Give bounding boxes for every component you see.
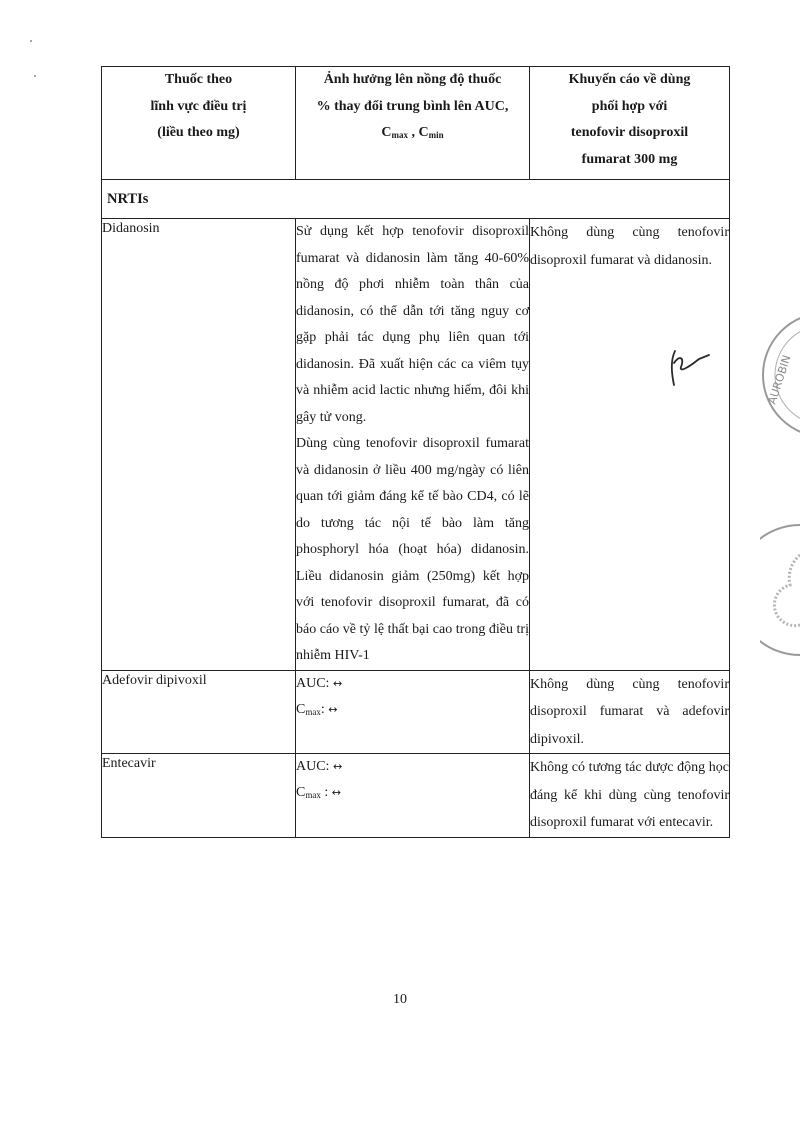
- scan-speck: [30, 40, 32, 42]
- no-change-arrow-icon: ↔: [328, 702, 338, 716]
- svg-text:AUROBIN: AUROBIN: [765, 353, 794, 406]
- recommendation-text: Không dùng cùng tenofovir disoproxil fumarat và didanosin.: [530, 219, 730, 671]
- company-stamp: [755, 305, 800, 445]
- table-row: [102, 670, 730, 754]
- recommendation-text: Không có tương tác dược động học đáng kể khi dùng cùng tenofovir disoproxil fumarat với entecavir.: [530, 754, 730, 838]
- scan-speck: [34, 75, 36, 77]
- no-change-arrow-icon: ↔: [332, 676, 343, 690]
- effect-values: AUC: ↔ $C_{max}$ : ↔: [296, 754, 530, 838]
- drug-interaction-table: [101, 66, 730, 838]
- table-row: [102, 754, 730, 838]
- round-seal: [760, 515, 800, 665]
- handwritten-signature: [665, 345, 715, 395]
- page-number: 10: [393, 992, 407, 1007]
- no-change-arrow-icon: ↔: [332, 760, 343, 773]
- header-recommendation: Khuyến cáo về dùng phối hợp với tenofovir disoproxil fumarat 300 mg: [530, 67, 730, 180]
- table-header-row: [102, 67, 730, 180]
- effect-values: AUC: ↔ $C_{max}$: ↔: [296, 670, 530, 754]
- header-drug-class: Thuốc theo lĩnh vực điều trị (liều theo mg): [102, 67, 296, 180]
- effect-text: Sử dụng kết hợp tenofovir disoproxil fumarat và didanosin làm tăng 40-60% nồng độ phơi nhiễm toàn thân của didanosin, có thể dẫn tới tăng nguy cơ gặp phải tác dụng phụ liên quan tới didanosin. Đã xuất hiện các ca viêm tụy và nhiễm acid lactic nhưng hiếm, đôi khi gây tử vong. Dùng cùng tenofovir disoproxil fumarat và didanosin ở liều 400 mg/ngày có liên quan tới giảm đáng kể tế bào CD4, có lẽ do tương tác nội tế bào làm tăng phosphoryl hóa (hoạt hóa) didanosin. Liều didanosin giảm (250mg) kết hợp với tenofovir disoproxil fumarat, đã có báo cáo về tỷ lệ thất bại cao trong điều trị nhiễm HIV-1: [296, 219, 530, 671]
- drug-name: Adefovir dipivoxil: [102, 670, 296, 754]
- drug-name: Didanosin: [102, 219, 296, 671]
- header-effect-on-concentration: Ảnh hưởng lên nồng độ thuốc % thay đổi trung bình lên AUC, $C_{max}$ , $C_{min}$: [296, 67, 530, 180]
- no-change-arrow-icon: ↔: [331, 786, 341, 799]
- section-row-nrtis: [102, 180, 730, 219]
- section-label: NRTIs: [102, 180, 730, 219]
- recommendation-text: Không dùng cùng tenofovir disoproxil fumarat và adefovir dipivoxil.: [530, 670, 730, 754]
- drug-name: Entecavir: [102, 754, 296, 838]
- table-row: [102, 219, 730, 671]
